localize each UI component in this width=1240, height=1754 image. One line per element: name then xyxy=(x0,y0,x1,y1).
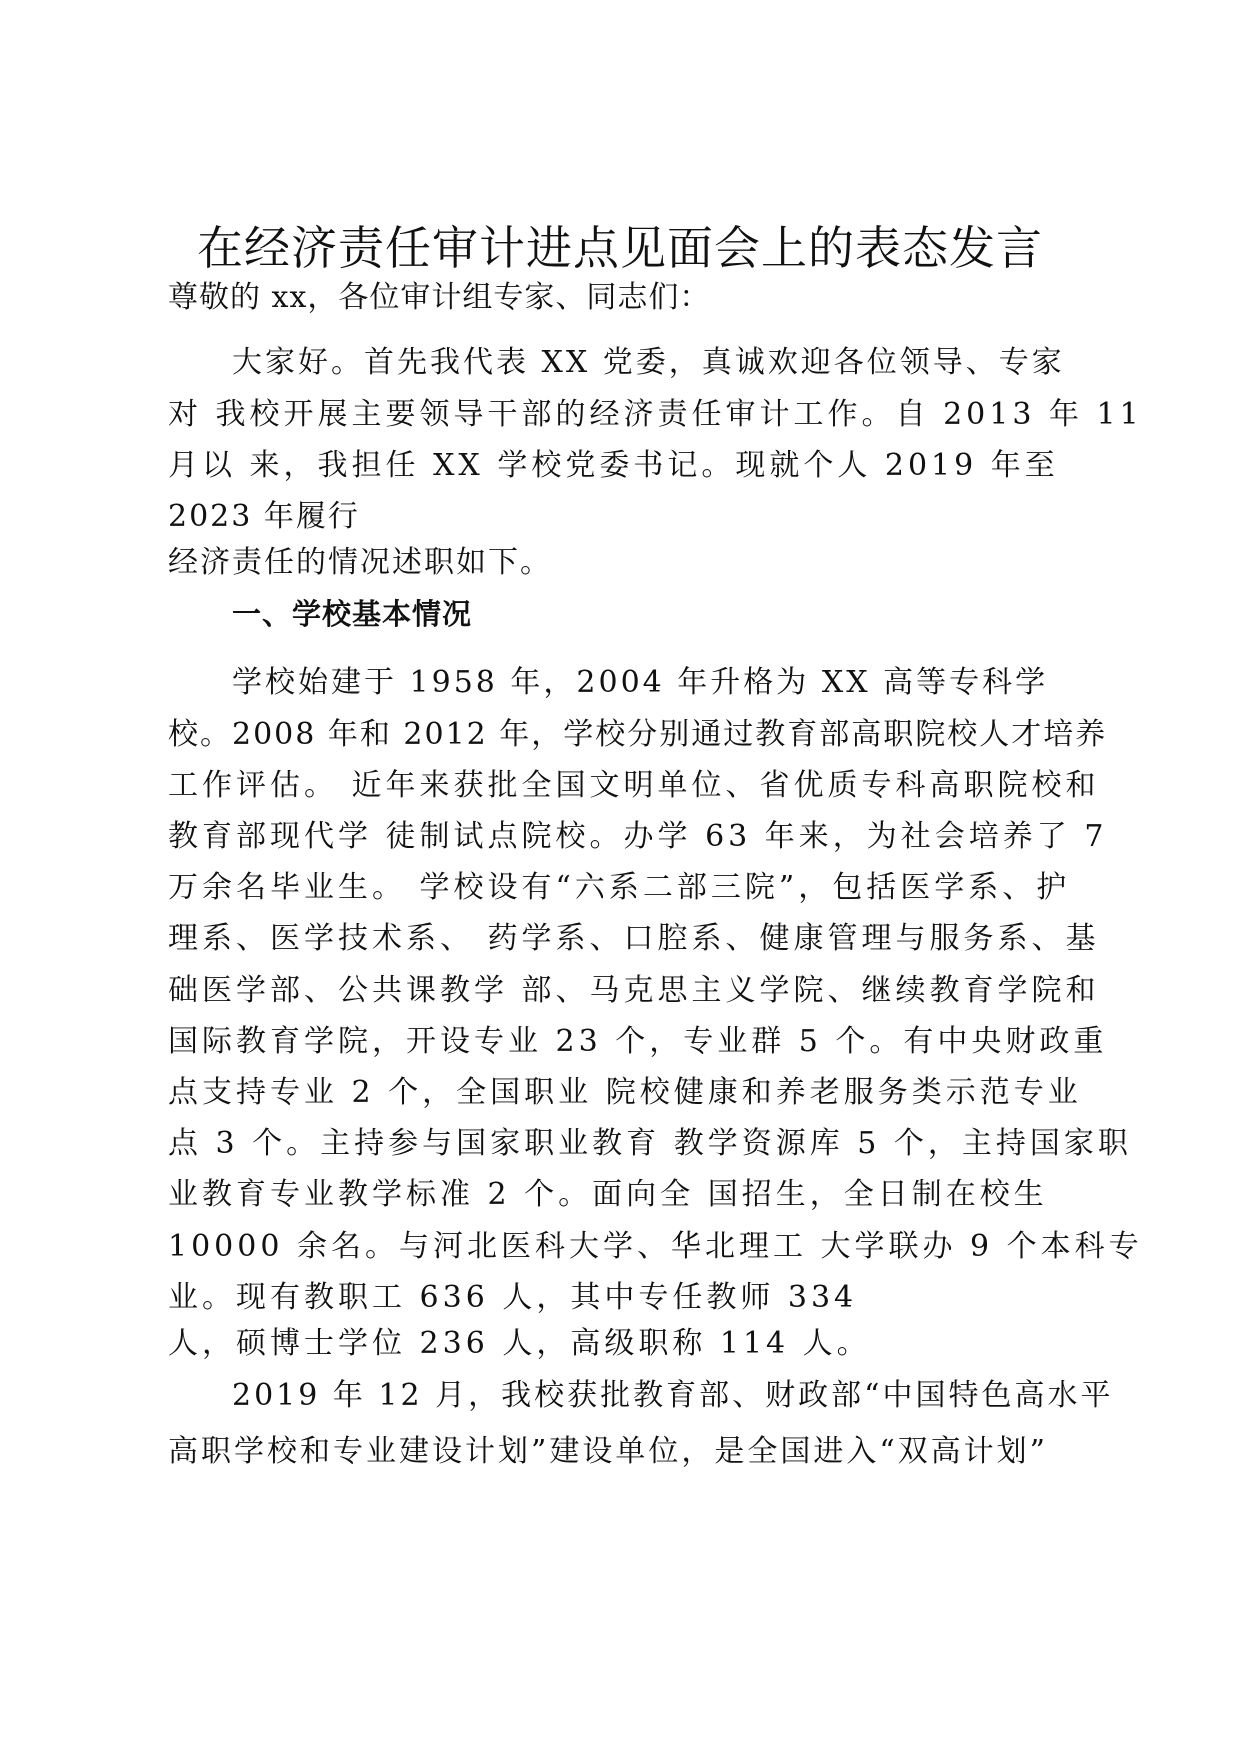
body-line: 业。现有教职工 636 人，其中专任教师 334 xyxy=(168,1280,858,1315)
body-line: 学校始建于 1958 年，2004 年升格为 XX 高等专科学 xyxy=(232,665,1049,700)
intro-line: 对 我校开展主要领导干部的经济责任审计工作。自 2013 年 11 xyxy=(168,397,1143,432)
body-line: 人，硕博士学位 236 人，高级职称 114 人。 xyxy=(168,1326,871,1361)
body-line: 理系、医学技术系、 药学系、口腔系、健康管理与服务系、基 xyxy=(168,921,1100,956)
body-line: 业教育专业教学标准 2 个。面向全 国招生，全日制在校生 xyxy=(168,1177,1048,1212)
body-line: 国际教育学院，开设专业 23 个，专业群 5 个。有中央财政重 xyxy=(168,1024,1108,1059)
body-line: 点支持专业 2 个，全国职业 院校健康和养老服务类示范专业 xyxy=(168,1075,1082,1110)
body-line: 点 3 个。主持参与国家职业教育 教学资源库 5 个，主持国家职 xyxy=(168,1126,1132,1161)
intro-line: 大家好。首先我代表 XX 党委，真诚欢迎各位领导、专家 xyxy=(232,345,1065,380)
body-line: 10000 余名。与河北医科大学、华北理工 大学联办 9 个本科专 xyxy=(168,1229,1143,1264)
body-line: 高职学校和专业建设计划”建设单位，是全国进入“双高计划” xyxy=(168,1434,1049,1469)
body-line: 工作评估。 近年来获批全国文明单位、省优质专科高职院校和 xyxy=(168,768,1100,803)
body-line: 万余名毕业生。 学校设有“六系二部三院”，包括医学系、护 xyxy=(168,870,1071,905)
section-heading: 一、学校基本情况 xyxy=(232,597,473,631)
document-title: 在经济责任审计进点见面会上的表态发言 xyxy=(197,221,1043,275)
salutation: 尊敬的 xx，各位审计组专家、同志们： xyxy=(168,280,711,315)
body-line: 校。2008 年和 2012 年，学校分别通过教育部高职院校人才培养 xyxy=(168,717,1108,752)
body-line: 教育部现代学 徒制试点院校。办学 63 年来，为社会培养了 7 xyxy=(168,819,1108,854)
intro-line: 月以 来，我担任 XX 学校党委书记。现就个人 2019 年至 xyxy=(168,448,1059,483)
intro-line: 2023 年履行 xyxy=(168,499,360,534)
body-line: 2019 年 12 月，我校获批教育部、财政部“中国特色高水平 xyxy=(232,1378,1114,1413)
body-line: 础医学部、公共课教学 部、马克思主义学院、继续教育学院和 xyxy=(168,973,1100,1008)
intro-line: 经济责任的情况述职如下。 xyxy=(168,545,552,580)
